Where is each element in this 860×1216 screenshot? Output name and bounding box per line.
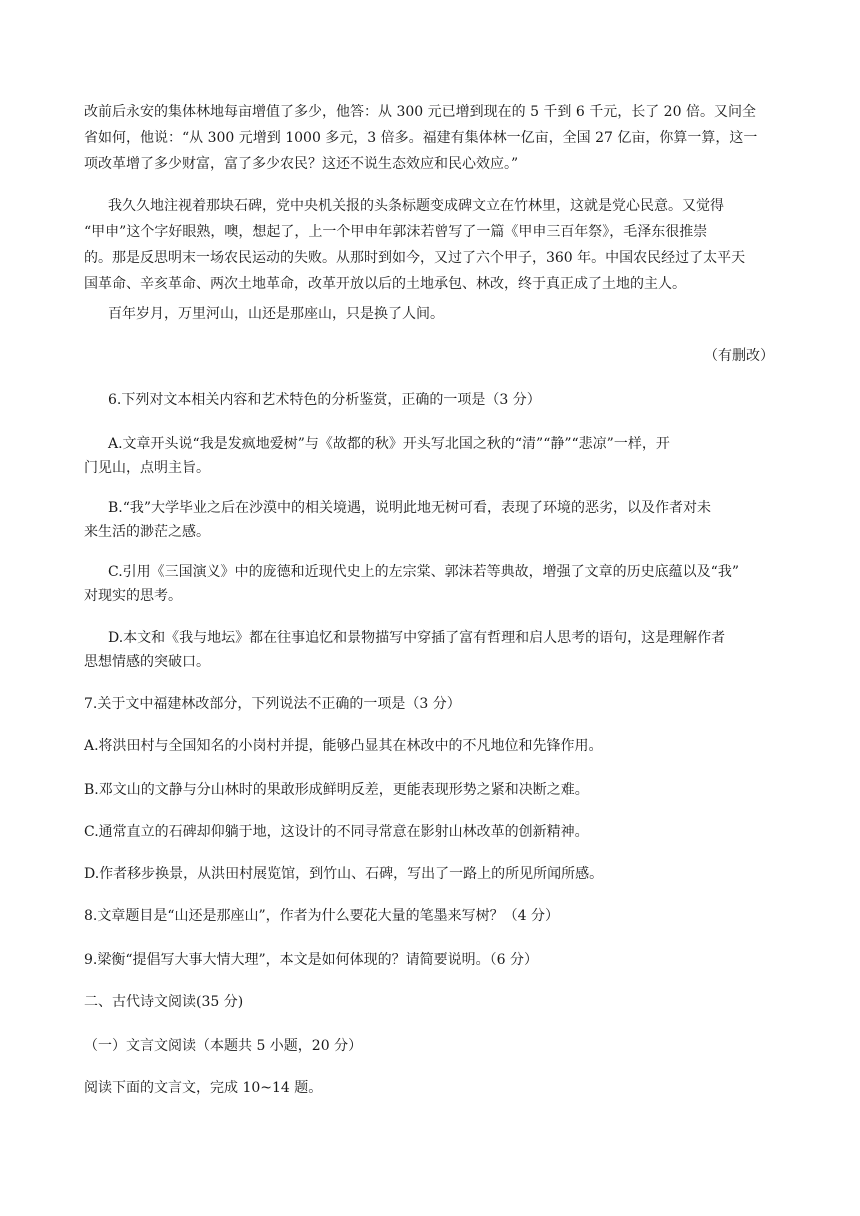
- option-7c: C.通常直立的石碑却仰躺于地，这设计的不同寻常意在影射山林改革的创新精神。: [84, 824, 589, 840]
- paragraph-line: 的。那是反思明末一场农民运动的失败。从那时到如今，又过了六个甲子，360 年。中国农民经过了太平天: [84, 250, 746, 266]
- option-6c-line2: 对现实的思考。: [84, 588, 182, 604]
- option-6b-line1: B.“我”大学毕业之后在沙漠中的相关境遇，说明此地无树可看，表现了环境的恶劣，以及作者对未: [108, 500, 712, 516]
- option-6c-line1: C.引用《三国演义》中的庞德和近现代史上的左宗棠、郭沫若等典故，增强了文章的历史底蕴以及“我”: [108, 564, 739, 580]
- question-9: 9.梁衡“提倡写大事大情大理”，本文是如何体现的？请简要说明。（6 分）: [84, 952, 539, 968]
- paragraph-line: 项改革增了多少财富，富了多少农民？这还不说生态效应和民心效应。”: [84, 156, 519, 172]
- paragraph-line: 我久久地注视着那块石碑，党中央机关报的头条标题变成碑文立在竹林里，这就是党心民意。又觉得: [108, 198, 724, 214]
- section-heading: 二、古代诗文阅读(35 分): [84, 994, 244, 1010]
- subsection-heading: （一）文言文阅读（本题共 5 小题，20 分）: [84, 1038, 363, 1054]
- paragraph-line: 省如何，他说：“从 300 元增到 1000 多元，3 倍多。福建有集体林一亿亩，全国 27 亿亩，你算一算，这一: [84, 130, 758, 146]
- option-6d-line1: D.本文和《我与地坛》都在往事追忆和景物描写中穿插了富有哲理和启人思考的语句，这是理解作者: [108, 630, 726, 646]
- question-8: 8.文章题目是“山还是那座山”，作者为什么要花大量的笔墨来写树？（4 分）: [84, 908, 560, 924]
- option-6b-line2: 来生活的渺茫之感。: [84, 524, 210, 540]
- option-6d-line2: 思想情感的突破口。: [84, 654, 210, 670]
- paragraph-line: “甲申”这个字好眼熟，噢，想起了，上一个甲申年郭沫若曾写了一篇《甲申三百年祭》，毛泽东很推崇: [84, 224, 708, 240]
- question-6-stem: 6.下列对文本相关内容和艺术特色的分析鉴赏，正确的一项是（3 分）: [108, 392, 541, 408]
- option-7a: A.将洪田村与全国知名的小岗村并提，能够凸显其在林改中的不凡地位和先锋作用。: [84, 738, 603, 754]
- option-7d: D.作者移步换景，从洪田村展览馆，到竹山、石碑，写出了一路上的所见所闻所感。: [84, 866, 604, 882]
- reading-instruction: 阅读下面的文言文，完成 10~14 题。: [84, 1080, 323, 1096]
- option-6a-line1: A.文章开头说“我是发疯地爱树”与《故都的秋》开头写北国之秋的“清”“静”“悲凉”一样，开: [108, 436, 670, 452]
- paragraph-line: 百年岁月，万里河山，山还是那座山，只是换了人间。: [108, 306, 444, 322]
- option-6a-line2: 门见山，点明主旨。: [84, 460, 210, 476]
- option-7b: B.邓文山的文静与分山林时的果敢形成鲜明反差，更能表现形势之紧和决断之难。: [84, 782, 589, 798]
- paragraph-line: 国革命、辛亥革命、两次土地革命，改革开放以后的土地承包、林改，终于真正成了土地的主人。: [84, 276, 686, 292]
- source-note: （有删改）: [704, 348, 774, 364]
- text-run: 改前后永安的集体林地每亩增值了多少，他答：从 300 元已增到现在的 5 千到 6 千元，长了 20 倍。又问全: [84, 104, 756, 120]
- paragraph-line: [0, 100, 860, 124]
- question-7-stem: 7.关于文中福建林改部分，下列说法不正确的一项是（3 分）: [84, 696, 461, 712]
